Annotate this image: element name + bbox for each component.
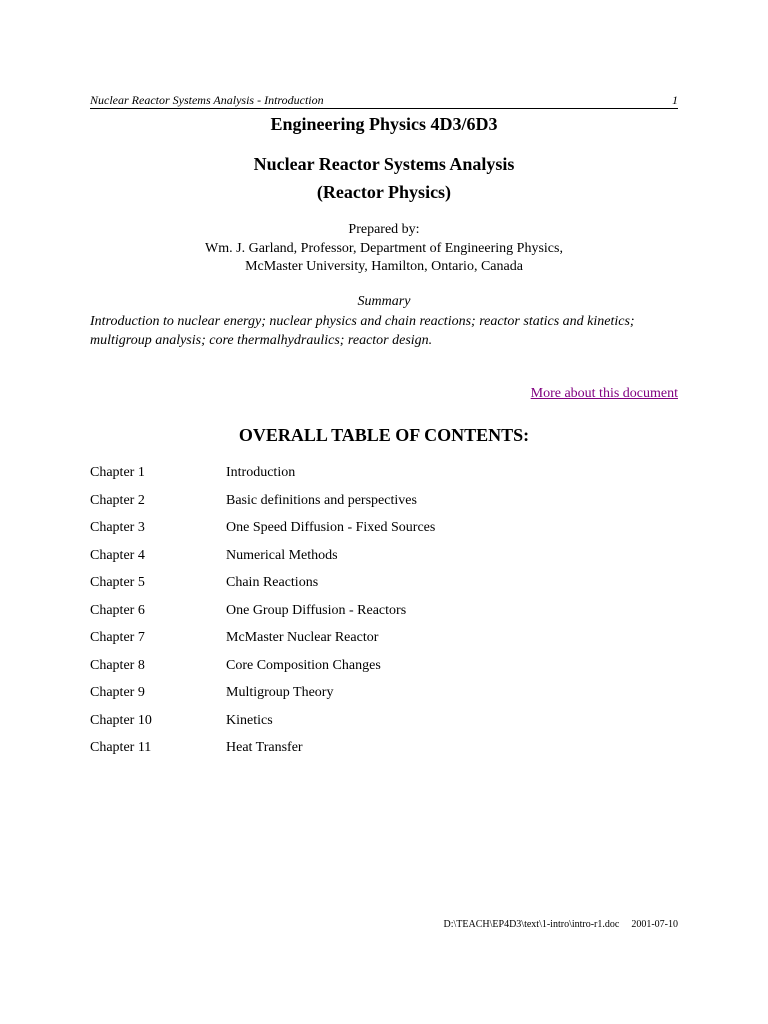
- toc-heading: OVERALL TABLE OF CONTENTS:: [238, 425, 530, 445]
- toc-entry: [90, 573, 678, 601]
- document-title-line-2: (Reactor Physics): [316, 182, 452, 202]
- summary-text: Introduction to nuclear energy; nuclear physics and chain reactions; reactor statics and kinetics; multigroup analysis; core thermalhydraulics; reactor design.: [90, 314, 635, 348]
- affiliation-line: McMaster University, Hamilton, Ontario, Canada: [245, 259, 523, 274]
- toc-chapter-number: Chapter 5: [90, 575, 145, 590]
- toc-chapter-number: Chapter 4: [90, 547, 145, 563]
- running-header: [90, 92, 678, 109]
- toc-chapter-number: Chapter 3: [90, 520, 145, 535]
- toc-list: [90, 463, 678, 766]
- toc-entry: [90, 491, 678, 519]
- summary-heading: Summary: [357, 294, 411, 309]
- toc-entry: [90, 601, 678, 629]
- prepared-by-block: [90, 221, 678, 277]
- toc-entry: [90, 546, 678, 574]
- document-title: [90, 150, 678, 206]
- toc-chapter-number: Chapter 2: [90, 492, 145, 508]
- toc-chapter-title: Kinetics: [226, 712, 273, 728]
- toc-entry: [90, 656, 678, 684]
- footer-file-path: D:\TEACH\EP4D3\text\1-intro\intro-r1.doc: [443, 919, 620, 930]
- footer-date: 2001-07-10: [631, 919, 678, 930]
- document-title-line-1: Nuclear Reactor Systems Analysis: [253, 154, 515, 174]
- toc-entry: [90, 683, 678, 711]
- toc-chapter-title: McMaster Nuclear Reactor: [226, 630, 379, 645]
- toc-chapter-number: Chapter 9: [90, 685, 145, 700]
- running-header-title: Nuclear Reactor Systems Analysis - Introduction: [90, 93, 324, 107]
- toc-chapter-title: Heat Transfer: [226, 740, 303, 755]
- prepared-by-label: Prepared by:: [348, 222, 420, 237]
- toc-chapter-title: Chain Reactions: [226, 575, 319, 590]
- toc-chapter-number: Chapter 11: [90, 740, 152, 755]
- toc-chapter-number: Chapter 1: [90, 465, 145, 480]
- toc-chapter-number: Chapter 8: [90, 657, 145, 673]
- toc-chapter-title: One Speed Diffusion - Fixed Sources: [226, 520, 436, 535]
- page-number: 1: [672, 93, 678, 107]
- toc-entry: [90, 463, 678, 491]
- toc-chapter-title: Numerical Methods: [226, 547, 338, 563]
- toc-chapter-title: Multigroup Theory: [226, 685, 334, 700]
- toc-chapter-number: Chapter 6: [90, 602, 145, 618]
- toc-chapter-title: Core Composition Changes: [226, 657, 381, 673]
- toc-chapter-title: Basic definitions and perspectives: [226, 492, 417, 508]
- toc-entry: [90, 738, 678, 766]
- more-about-document-link[interactable]: More about this document: [530, 386, 678, 401]
- toc-entry: [90, 711, 678, 739]
- toc-entry: [90, 518, 678, 546]
- footer-file-info: [444, 918, 678, 932]
- toc-chapter-number: Chapter 7: [90, 630, 145, 645]
- author-line: Wm. J. Garland, Professor, Department of Engineering Physics,: [205, 240, 563, 256]
- toc-chapter-title: Introduction: [226, 465, 296, 480]
- toc-entry: [90, 628, 678, 656]
- course-title: Engineering Physics 4D3/6D3: [270, 114, 498, 134]
- toc-chapter-title: One Group Diffusion - Reactors: [226, 602, 407, 618]
- toc-chapter-number: Chapter 10: [90, 712, 152, 728]
